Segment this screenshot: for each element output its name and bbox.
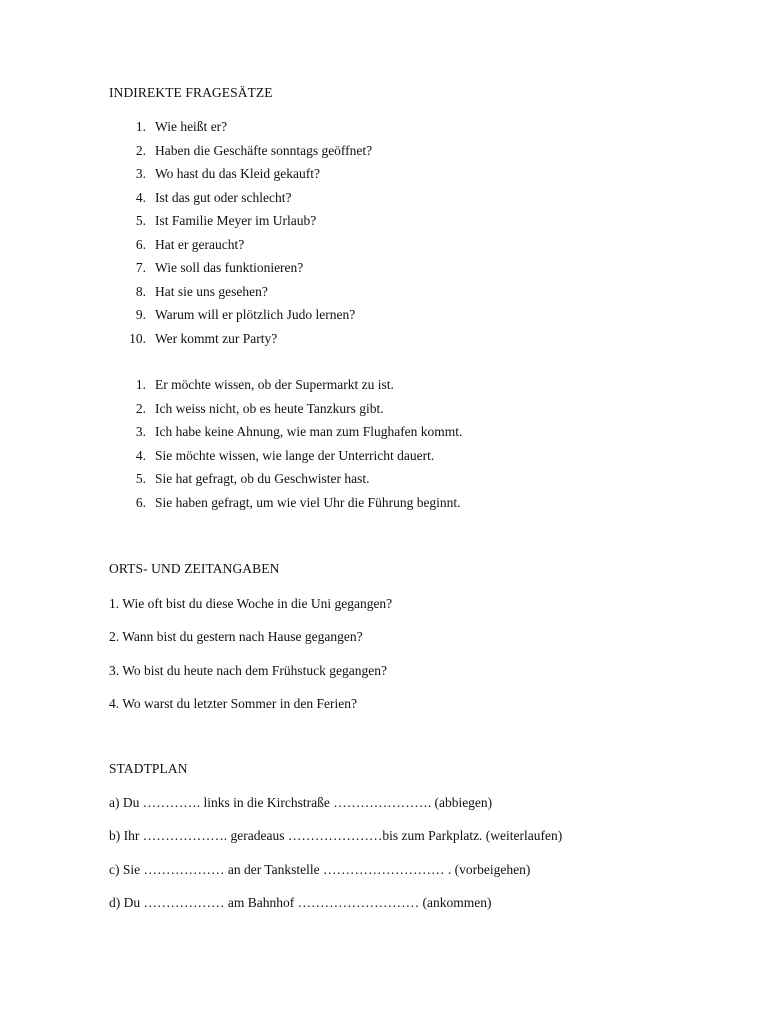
item-number: 3. [135, 166, 146, 181]
item-text: Wo hast du das Kleid gekauft? [155, 166, 320, 181]
item-text: Sie haben gefragt, um wie viel Uhr die Führung beginnt. [155, 494, 461, 510]
item-text: Wie soll das funktionieren? [155, 260, 304, 275]
item-text: Ich weiss nicht, ob es heute Tanzkurs gibt. [155, 400, 384, 416]
item-text: Sie hat gefragt, ob du Geschwister hast. [155, 471, 370, 486]
item-number: 3. [135, 424, 146, 439]
item-number: 9. [135, 307, 146, 322]
orts-zeit-list [109, 594, 392, 727]
list-item: 1. Wie oft bist du diese Woche in die Uni gegangen? [109, 596, 393, 611]
item-text: Warum will er plötzlich Judo lernen? [155, 307, 356, 322]
item-text: Hat sie uns gesehen? [155, 283, 268, 299]
item-number: 1. [135, 119, 146, 134]
section-title-stadtplan: STADTPLAN [109, 761, 188, 776]
item-text: Sie möchte wissen, wie lange der Unterricht dauert. [155, 447, 435, 463]
list-item: 3. Wo bist du heute nach dem Frühstuck gegangen? [109, 662, 387, 678]
item-number: 6. [135, 236, 146, 252]
item-number: 4. [135, 189, 146, 205]
list-item: 2. Wann bist du gestern nach Hause gegangen? [109, 629, 363, 645]
stadtplan-list [109, 793, 562, 926]
section-title-indirekte-fragesaetze: INDIREKTE FRAGESÄTZE [109, 85, 273, 100]
list-item: b) Ihr ………………. geradeaus …………………bis zum Parkplatz. (weiterlaufen) [109, 828, 563, 844]
list-item: c) Sie ……………… an der Tankstelle ……………………… . (vorbeigehen) [109, 861, 531, 877]
item-number: 8. [135, 283, 146, 299]
list-item: a) Du …………. links in die Kirchstraße …………………. (abbiegen) [109, 795, 493, 810]
item-number: 1. [135, 377, 146, 392]
item-number: 6. [135, 494, 146, 510]
item-text: Hat er geraucht? [155, 236, 245, 252]
item-text: Ist das gut oder schlecht? [155, 189, 292, 205]
item-number: 2. [135, 400, 146, 416]
item-number: 2. [135, 142, 146, 158]
item-text: Ich habe keine Ahnung, wie man zum Flughafen kommt. [155, 424, 463, 439]
list-item: d) Du ……………… am Bahnhof ……………………… (ankommen) [109, 894, 492, 910]
item-text: Wie heißt er? [155, 119, 228, 134]
item-number: 5. [135, 471, 146, 486]
item-number: 7. [135, 260, 146, 275]
list-item: 4. Wo warst du letzter Sommer in den Ferien? [109, 695, 357, 711]
item-number: 10. [129, 330, 146, 346]
item-text: Haben die Geschäfte sonntags geöffnet? [155, 142, 373, 158]
section-title-orts-und-zeitangaben: ORTS- UND ZEITANGABEN [109, 561, 280, 576]
item-text: Ist Familie Meyer im Urlaub? [155, 213, 317, 228]
item-text: Wer kommt zur Party? [155, 330, 278, 346]
item-number: 4. [135, 447, 146, 463]
item-number: 5. [135, 213, 146, 228]
item-text: Er möchte wissen, ob der Supermarkt zu ist. [155, 377, 394, 392]
